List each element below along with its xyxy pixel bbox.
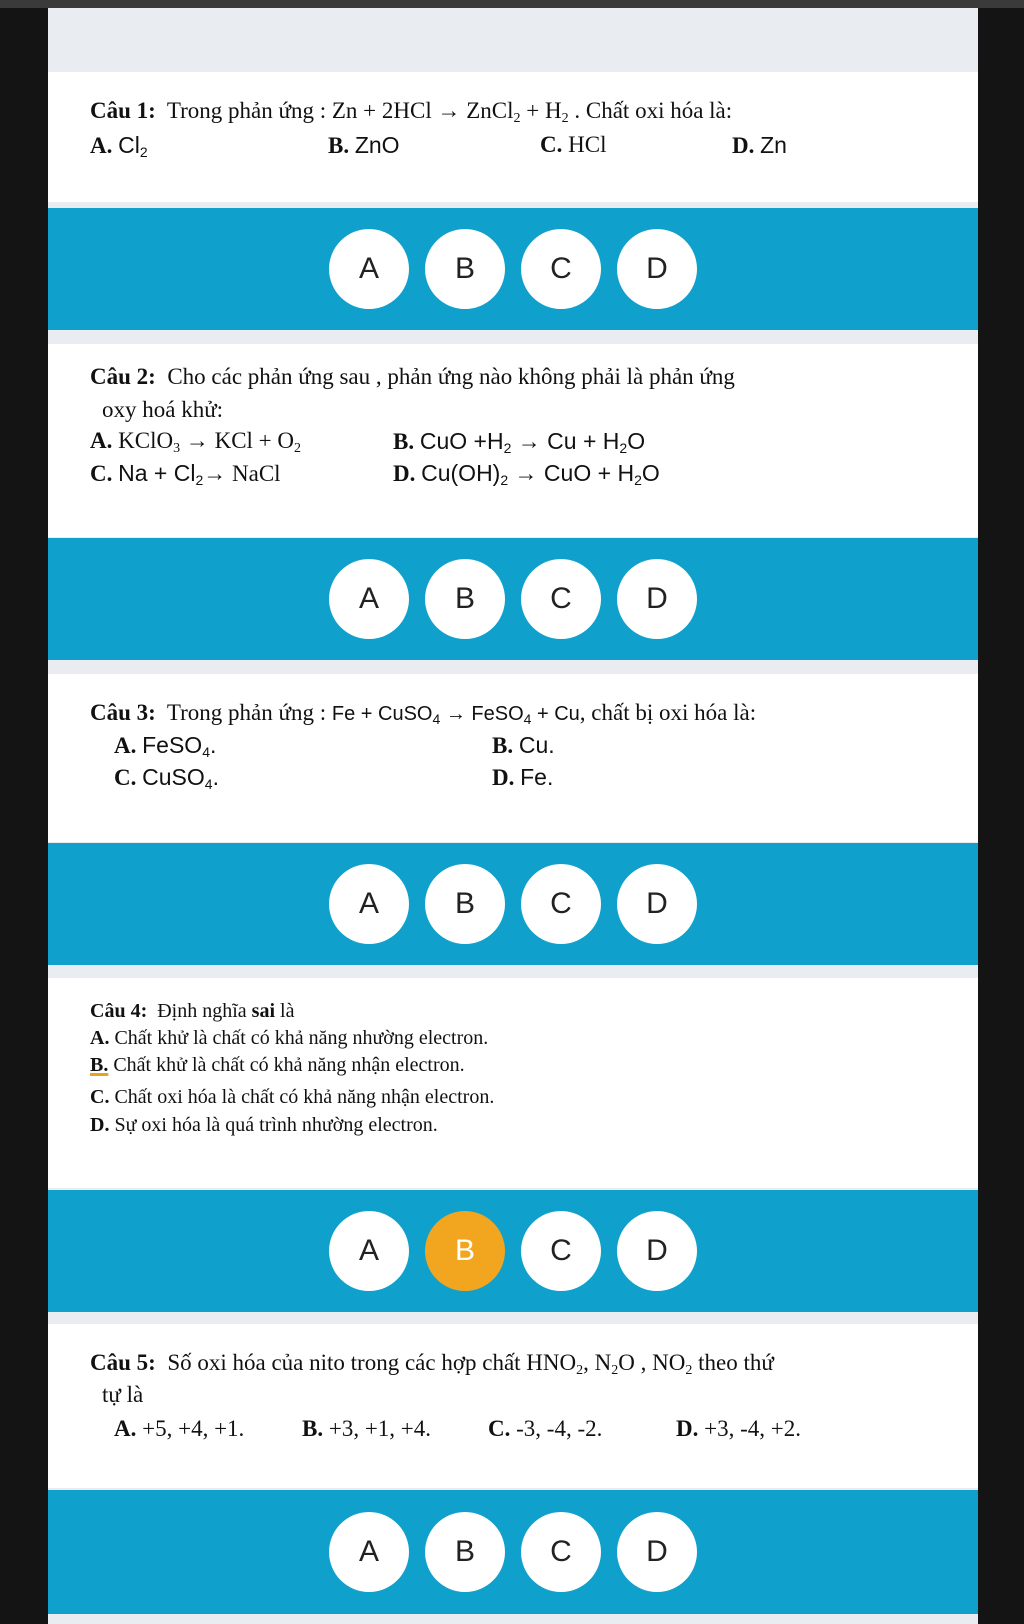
question-2-text-line1: Câu 2: Cho các phản ứng sau , phản ứng nào không phải là phản ứng [90, 364, 735, 389]
answer-band-4 [48, 1190, 978, 1312]
q4-option-b: B. Chất khử là chất có khả năng nhận electron. [90, 1054, 465, 1076]
q3-option-d: D. Fe. [492, 764, 554, 790]
q3-option-a: A. FeSO$_4$. [114, 732, 217, 760]
q5-option-a: A. +5, +4, +1. [114, 1416, 245, 1441]
q4-option-c: C. Chất oxi hóa là chất có khả năng nhận electron. [90, 1086, 495, 1108]
q5-answer-d-button[interactable]: D [617, 1512, 697, 1592]
q2-answer-c-button[interactable]: C [521, 559, 601, 639]
q2-option-d: D. $Cu(OH)_2$ → CuO + $H_2O$ [393, 460, 660, 488]
q5-option-d: D. +3, -4, +2. [676, 1416, 801, 1441]
q1-option-d: D. Zn [732, 132, 787, 158]
left-edge [0, 0, 48, 1624]
q4-answer-a-button[interactable]: A [329, 1211, 409, 1291]
q3-option-b: B. Cu. [492, 732, 555, 758]
q3-answer-b-button[interactable]: B [425, 864, 505, 944]
answer-band-5 [48, 1490, 978, 1614]
q2-option-c: C. $Na + Cl_2\to$ NaCl [90, 460, 281, 488]
top-bar [0, 0, 1024, 8]
q5-option-c: C. -3, -4, -2. [488, 1416, 603, 1441]
question-card-1 [48, 72, 978, 202]
q5-option-b: B. +3, +1, +4. [302, 1416, 432, 1441]
q2-option-a: A. KClO$_3$ → KCl + $O_2$ [90, 428, 301, 456]
q4-answer-d-button[interactable]: D [617, 1211, 697, 1291]
question-3-equation: Fe + CuSO$_4$ → FeSO$_4$ + Cu [331, 703, 580, 727]
q1-answer-a-button[interactable]: A [329, 229, 409, 309]
question-5-compounds: $HNO_2$, $N_2O$ , $NO_2$ [526, 1350, 693, 1378]
question-4-text: Câu 4: Định nghĩa sai là [90, 1000, 295, 1022]
answer-band-1 [48, 208, 978, 330]
q2-answer-d-button[interactable]: D [617, 559, 697, 639]
question-5-text-line2: tự là [102, 1382, 144, 1407]
q3-answer-d-button[interactable]: D [617, 864, 697, 944]
q4-answer-c-button[interactable]: C [521, 1211, 601, 1291]
question-3-text: Câu 3: Trong phản ứng : Fe + CuSO$_4$ → FeSO$_4$ + Cu, chất bị oxi hóa là: [90, 700, 757, 727]
answer-band-2 [48, 538, 978, 660]
q1-answer-c-button[interactable]: C [521, 229, 601, 309]
q5-answer-b-button[interactable]: B [425, 1512, 505, 1592]
q5-answer-a-button[interactable]: A [329, 1512, 409, 1592]
question-2-text-line2: oxy hoá khử: [102, 397, 224, 422]
q1-answer-d-button[interactable]: D [617, 229, 697, 309]
q4-answer-b-button-selected[interactable]: B [425, 1211, 505, 1291]
question-1-text: Câu 1: Trong phản ứng : Zn + 2HCl → ZnCl$_2$ + $H_2$ . Chất oxi hóa là: [90, 98, 733, 126]
q3-answer-c-button[interactable]: C [521, 864, 601, 944]
q4-option-d: D. Sự oxi hóa là quá trình nhường electron. [90, 1114, 438, 1136]
q2-answer-b-button[interactable]: B [425, 559, 505, 639]
q3-answer-a-button[interactable]: A [329, 864, 409, 944]
q1-option-a: A. $Cl_2$ [90, 132, 148, 160]
q5-answer-c-button[interactable]: C [521, 1512, 601, 1592]
right-edge [978, 0, 1024, 1624]
q2-answer-a-button[interactable]: A [329, 559, 409, 639]
question-5-text-line1: Câu 5: Số oxi hóa của nito trong các hợp chất $HNO_2$, $N_2O$ , $NO_2$ theo thứ [90, 1350, 774, 1378]
q2-option-b: B. CuO $+H_2 \to Cu + H_2O$ [393, 428, 646, 456]
answer-band-3 [48, 843, 978, 965]
q3-option-c: C. CuSO$_4$. [114, 764, 219, 792]
q4-option-a: A. Chất khử là chất có khả năng nhường electron. [90, 1027, 489, 1049]
q1-option-b: B. ZnO [328, 132, 400, 158]
q1-option-c: C. HCl [540, 132, 607, 157]
question-1-equation: Zn + 2HCl → ZnCl$_2$ + $H_2$ [331, 98, 569, 126]
q1-answer-b-button[interactable]: B [425, 229, 505, 309]
